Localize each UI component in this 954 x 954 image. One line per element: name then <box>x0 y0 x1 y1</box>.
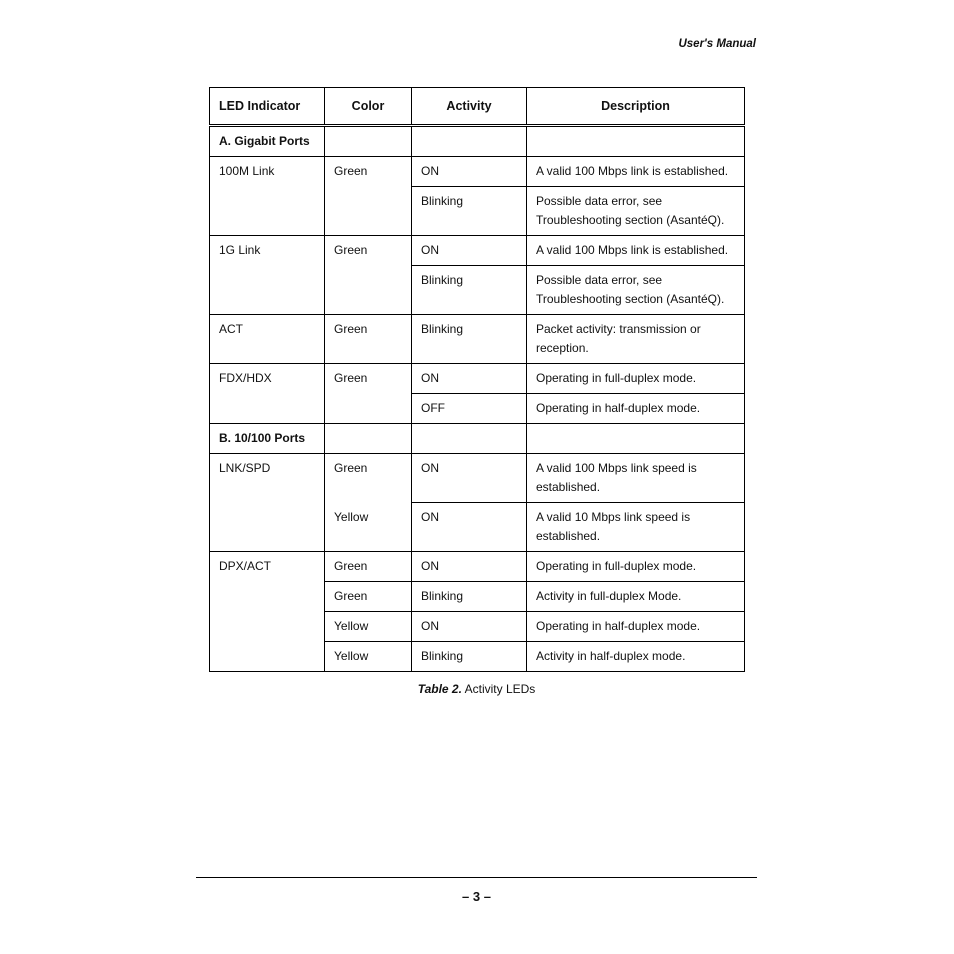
led-activity: OFF <box>412 394 527 424</box>
running-header: User's Manual <box>678 38 756 50</box>
column-header-led-indicator: LED Indicator <box>210 88 325 126</box>
led-color: Green <box>325 364 412 394</box>
led-indicator-name: LNK/SPD <box>210 454 325 552</box>
led-color: Green <box>325 552 412 582</box>
led-description: A valid 100 Mbps link is established. <box>527 236 745 266</box>
led-color: Green <box>325 454 412 503</box>
led-description: Operating in half-duplex mode. <box>527 394 745 424</box>
led-description: Activity in full-duplex Mode. <box>527 582 745 612</box>
section-empty-cell <box>527 424 745 454</box>
led-activity: Blinking <box>412 642 527 672</box>
page-number: – 3 – <box>462 889 491 904</box>
led-indicator-name: DPX/ACT <box>210 552 325 672</box>
section-empty-cell <box>325 126 412 157</box>
led-activity: ON <box>412 454 527 503</box>
led-color: Green <box>325 236 412 266</box>
led-description: A valid 100 Mbps link speed is established. <box>527 454 745 503</box>
led-activity: ON <box>412 157 527 187</box>
led-color: Yellow <box>325 642 412 672</box>
led-activity: ON <box>412 612 527 642</box>
footer-divider <box>196 877 757 878</box>
led-activity: Blinking <box>412 315 527 364</box>
led-description: Possible data error, see Troubleshooting section (AsantéQ). <box>527 266 745 315</box>
led-description: Operating in full-duplex mode. <box>527 364 745 394</box>
table-row <box>210 552 745 582</box>
led-indicator-name: FDX/HDX <box>210 364 325 424</box>
section-empty-cell <box>325 424 412 454</box>
table-row <box>210 454 745 503</box>
led-color: Green <box>325 582 412 612</box>
table-row <box>210 315 745 364</box>
led-color <box>325 187 412 236</box>
section-row <box>210 424 745 454</box>
table-header-row <box>210 88 745 126</box>
led-activity: ON <box>412 552 527 582</box>
led-description: Possible data error, see Troubleshooting section (AsantéQ). <box>527 187 745 236</box>
led-description: A valid 100 Mbps link is established. <box>527 157 745 187</box>
section-empty-cell <box>412 424 527 454</box>
led-color: Yellow <box>325 503 412 552</box>
led-color <box>325 266 412 315</box>
led-indicator-name: 100M Link <box>210 157 325 236</box>
section-title: B. 10/100 Ports <box>210 424 325 454</box>
led-color: Green <box>325 157 412 187</box>
column-header-activity: Activity <box>412 88 527 126</box>
led-description: Packet activity: transmission or reception. <box>527 315 745 364</box>
section-empty-cell <box>527 126 745 157</box>
led-activity: Blinking <box>412 266 527 315</box>
led-description: A valid 10 Mbps link speed is established. <box>527 503 745 552</box>
table-row <box>210 157 745 187</box>
led-activity: ON <box>412 236 527 266</box>
section-title: A. Gigabit Ports <box>210 126 325 157</box>
caption-text: Activity LEDs <box>464 682 536 696</box>
led-description: Activity in half-duplex mode. <box>527 642 745 672</box>
led-description: Operating in half-duplex mode. <box>527 612 745 642</box>
activity-leds-table <box>209 87 745 672</box>
led-color <box>325 394 412 424</box>
table-caption <box>209 682 744 696</box>
led-activity: Blinking <box>412 582 527 612</box>
table-row <box>210 236 745 266</box>
caption-label: Table 2. <box>417 682 462 696</box>
led-activity: ON <box>412 364 527 394</box>
column-header-description: Description <box>527 88 745 126</box>
column-header-color: Color <box>325 88 412 126</box>
led-description: Operating in full-duplex mode. <box>527 552 745 582</box>
led-activity: Blinking <box>412 187 527 236</box>
led-color: Yellow <box>325 612 412 642</box>
led-activity: ON <box>412 503 527 552</box>
section-row <box>210 126 745 157</box>
section-empty-cell <box>412 126 527 157</box>
led-indicator-name: 1G Link <box>210 236 325 315</box>
table-row <box>210 364 745 394</box>
led-indicator-name: ACT <box>210 315 325 364</box>
led-color: Green <box>325 315 412 364</box>
table-body <box>210 126 745 672</box>
